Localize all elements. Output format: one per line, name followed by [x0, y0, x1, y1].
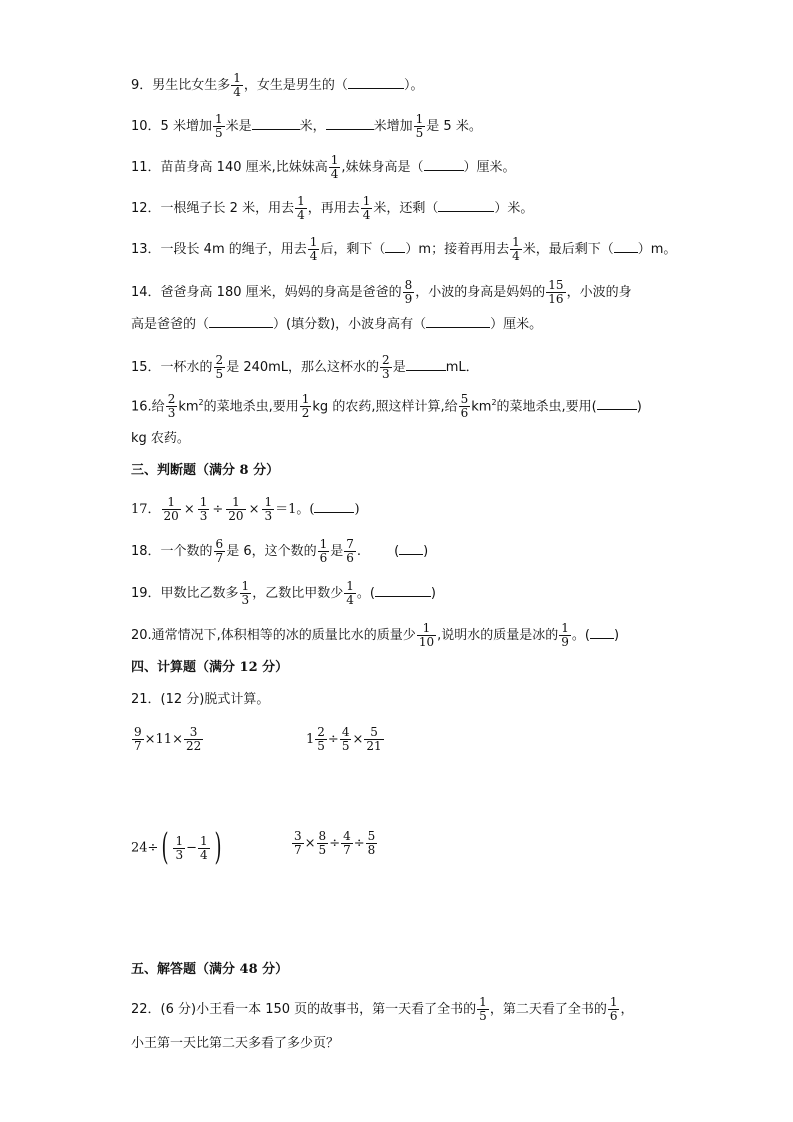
fraction: $\frac{1}{4}$	[362, 194, 371, 222]
question-21-title: 21．(12 分)脱式计算。	[131, 692, 270, 707]
fraction: $\frac{2}{5}$	[317, 725, 325, 753]
question-19: 19．甲数比乙数多 $\frac{1}{3}$ ，乙数比甲数少 $\frac{1}{4}$ 。( )	[131, 579, 436, 607]
fraction: $\frac{1}{3}$	[241, 579, 250, 607]
answer-blank[interactable]	[209, 315, 273, 328]
question-13: 13．一段长 4m 的绳子，用去 $\frac{1}{4}$ 后，剩下（ ）m；接着再用去 $\frac{1}{4}$ 米，最后剩下（ ）m。	[131, 235, 677, 263]
fraction: $\frac{1}{10}$	[418, 621, 435, 649]
question-11: 11．苗苗身高 140 厘米,比妹妹高 $\frac{1}{4}$ ,妹妹身高是（ ）厘米。	[131, 153, 516, 181]
section-heading-calculation: 四、计算题（满分 12 分）	[131, 660, 289, 675]
question-12: 12．一根绳子长 2 米，用去 $\frac{1}{4}$ ，再用去 $\frac{1}{4}$ 米，还剩（ ）米。	[131, 194, 534, 222]
answer-blank[interactable]	[326, 117, 374, 130]
expression-2: 1 $\frac{2}{5}$ ÷ $\frac{4}{5}$ × $\frac{5}{21}$	[306, 725, 382, 753]
fraction: $\frac{1}{5}$	[415, 112, 424, 140]
fraction: $\frac{8}{5}$	[318, 829, 327, 857]
section-heading-word-problems: 五、解答题（满分 48 分）	[131, 962, 289, 977]
expression-4: $\frac{3}{7}$ × $\frac{8}{5}$ ÷ $\frac{4}{7}$ ÷ $\frac{5}{8}$	[294, 829, 376, 857]
fraction: $\frac{5}{6}$	[460, 392, 469, 421]
expression-3: 24÷( $\frac{1}{3}$ − $\frac{1}{4}$ )	[131, 827, 222, 868]
fraction: $\frac{1}{4}$	[297, 194, 305, 222]
answer-blank[interactable]	[252, 117, 300, 130]
section-heading-judgement: 三、判断题（满分 8 分）	[131, 463, 280, 478]
fraction: $\frac{1}{3}$	[199, 495, 208, 523]
question-14-line-2: 高是爸爸的（ ）(填分数)，小波身高有（ ）厘米。	[131, 317, 543, 332]
fraction: $\frac{9}{7}$	[134, 725, 142, 753]
left-parenthesis: (	[161, 827, 169, 868]
answer-blank[interactable]	[406, 358, 446, 371]
fraction: $\frac{1}{5}$	[214, 112, 223, 140]
right-parenthesis: )	[214, 827, 222, 868]
question-17: 17． $\frac{1}{20}$ × $\frac{1}{3}$ ÷ $\frac{1}{20}$ × $\frac{1}{3}$ ＝1。( )	[131, 495, 360, 523]
fraction: $\frac{3}{22}$	[185, 725, 202, 753]
fraction: $\frac{4}{5}$	[341, 725, 350, 753]
fraction: $\frac{1}{9}$	[561, 621, 569, 649]
fraction: $\frac{3}{7}$	[294, 829, 302, 857]
fraction: $\frac{4}{7}$	[343, 829, 351, 857]
answer-blank[interactable]	[597, 397, 637, 410]
fraction: $\frac{1}{6}$	[319, 537, 328, 565]
fraction: $\frac{1}{4}$	[330, 153, 339, 181]
fraction: $\frac{5}{8}$	[367, 829, 376, 857]
answer-blank[interactable]	[314, 500, 354, 513]
fraction: $\frac{6}{7}$	[215, 537, 224, 565]
fraction: $\frac{5}{21}$	[366, 725, 382, 753]
fraction: $\frac{1}{3}$	[264, 495, 273, 523]
fraction: $\frac{8}{9}$	[404, 278, 413, 306]
fraction: $\frac{1}{3}$	[175, 833, 184, 862]
question-16-line-1: 16.给 $\frac{2}{3}$ $km^2$的菜地杀虫,要用 $\frac{1}{2}$ kg 的农药,照这样计算,给 $\frac{5}{6}$ $km^2$的菜地杀虫,要用( )	[131, 392, 642, 421]
fraction: $\frac{7}{6}$	[346, 537, 354, 565]
answer-blank[interactable]	[348, 76, 404, 89]
fraction: $\frac{1}{4}$	[309, 235, 318, 263]
fraction: $\frac{1}{20}$	[163, 495, 179, 523]
question-10: 10．5 米增加 $\frac{1}{5}$ 米是 米， 米增加 $\frac{1}{5}$ 是 5 米。	[131, 112, 482, 140]
fraction: $\frac{2}{3}$	[382, 353, 390, 381]
question-16-line-2: kg 农药。	[131, 431, 190, 446]
answer-blank[interactable]	[438, 199, 494, 212]
expression-1: $\frac{9}{7}$ ×11× $\frac{3}{22}$	[134, 725, 202, 753]
fraction: $\frac{15}{16}$	[548, 278, 564, 306]
fraction: $\frac{1}{5}$	[479, 995, 487, 1023]
fraction: $\frac{1}{6}$	[609, 995, 618, 1023]
fraction: $\frac{1}{2}$	[301, 392, 310, 421]
question-14-line-1: 14．爸爸身高 180 厘米，妈妈的身高是爸爸的 $\frac{8}{9}$ ，小波的身高是妈妈的 $\frac{15}{16}$ ，小波的身	[131, 278, 632, 306]
fraction: $\frac{2}{5}$	[215, 353, 224, 381]
answer-blank[interactable]	[375, 584, 431, 597]
answer-blank[interactable]	[424, 158, 464, 171]
fraction: $\frac{1}{4}$	[512, 235, 520, 263]
question-22-line-2: 小王第一天比第二天多看了多少页？	[131, 1036, 340, 1051]
answer-blank[interactable]	[614, 240, 638, 253]
answer-blank[interactable]	[399, 542, 423, 555]
fraction: $\frac{1}{20}$	[228, 495, 244, 523]
fraction: $\frac{1}{4}$	[346, 579, 354, 607]
answer-blank[interactable]	[426, 315, 490, 328]
fraction: $\frac{1}{4}$	[200, 833, 208, 862]
question-20: 20.通常情况下,体积相等的冰的质量比水的质量少 $\frac{1}{10}$ ,说明水的质量是冰的 $\frac{1}{9}$ 。( )	[131, 621, 620, 649]
question-9: 9．男生比女生多 $\frac{1}{4}$ ，女生是男生的（ ）。	[131, 71, 424, 99]
answer-blank[interactable]	[385, 240, 405, 253]
answer-blank[interactable]	[590, 626, 614, 639]
fraction: $\frac{1}{4}$	[233, 71, 241, 99]
question-22-line-1: 22．(6 分)小王看一本 150 页的故事书，第一天看了全书的 $\frac{1}{5}$ ，第二天看了全书的 $\frac{1}{6}$ ，	[131, 995, 634, 1023]
question-15: 15．一杯水的 $\frac{2}{5}$ 是 240mL，那么这杯水的 $\frac{2}{3}$ 是 mL．	[131, 353, 479, 381]
fraction: $\frac{2}{3}$	[167, 392, 176, 421]
question-18: 18．一个数的 $\frac{6}{7}$ 是 6，这个数的 $\frac{1}{6}$ 是 $\frac{7}{6}$ . ( )	[131, 537, 429, 565]
